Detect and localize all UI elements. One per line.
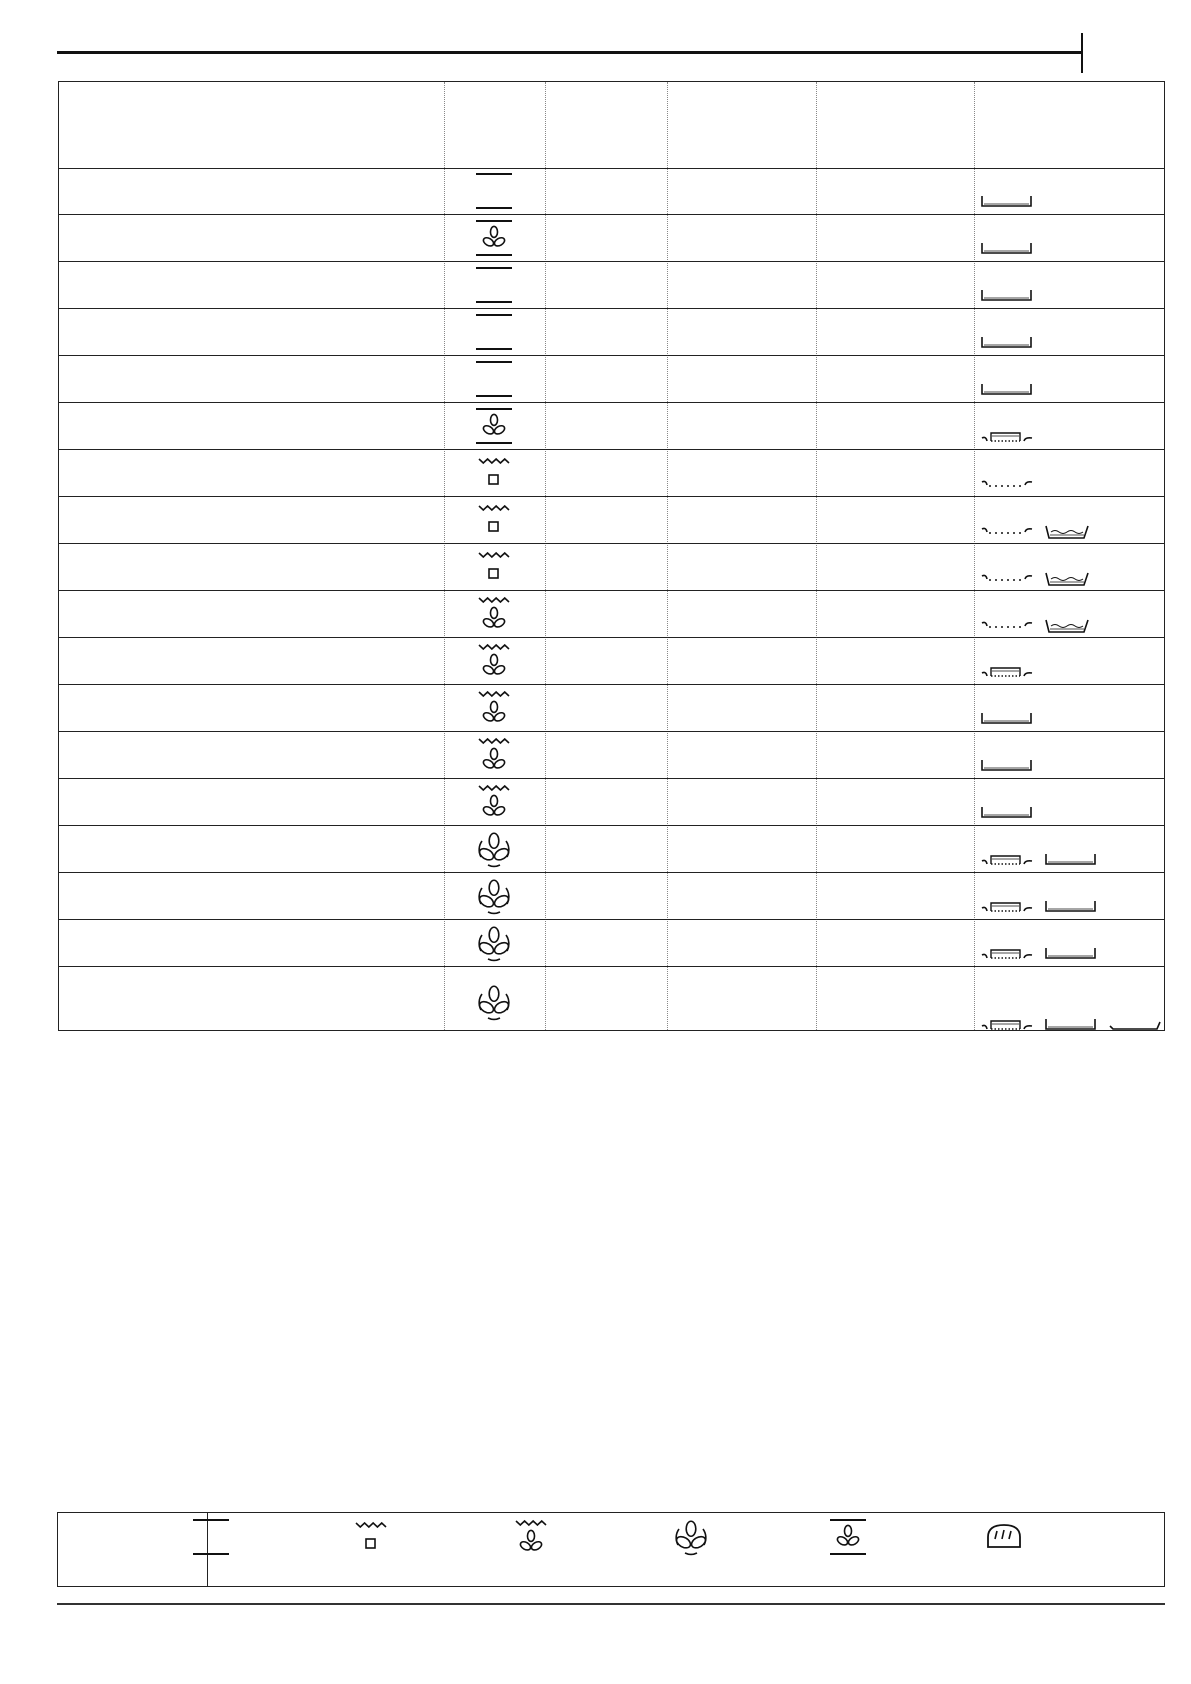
top-bottom-heat-icon: [474, 171, 514, 211]
baking-tray-icon: [980, 288, 1034, 304]
drip-pan-icon: [1044, 523, 1090, 541]
drip-pan-icon: [1044, 617, 1090, 635]
column-divider: [974, 82, 975, 1030]
column-divider: [444, 82, 445, 1030]
row-divider: [59, 778, 1164, 779]
fan-grill-icon: [511, 1517, 551, 1562]
top-bottom-heat-icon: [474, 359, 514, 399]
baking-tray-icon: [980, 241, 1034, 257]
row-divider: [59, 966, 1164, 967]
fan-top-bottom-heat-icon: [474, 218, 514, 258]
grill-rack-icon: [980, 852, 1034, 868]
baking-tray-icon: [980, 758, 1034, 774]
top-bottom-heat-icon: [474, 265, 514, 305]
fan-heating-icon: [474, 982, 514, 1022]
column-divider: [667, 82, 668, 1030]
row-divider: [59, 684, 1164, 685]
wire-shelf-icon: [980, 476, 1034, 490]
shallow-tray-icon: [1108, 1017, 1162, 1033]
row-divider: [59, 261, 1164, 262]
row-divider: [59, 731, 1164, 732]
row-divider: [59, 637, 1164, 638]
grill-rack-icon: [980, 946, 1034, 962]
fan-heating-icon: [474, 876, 514, 916]
row-divider: [59, 402, 1164, 403]
header-tick: [1081, 33, 1083, 73]
baking-tray-icon: [980, 382, 1034, 398]
baking-tray-icon: [1044, 946, 1098, 962]
row-divider: [59, 355, 1164, 356]
row-divider: [59, 214, 1164, 215]
row-divider: [59, 543, 1164, 544]
top-bottom-heat-icon: [474, 312, 514, 352]
fan-grill-icon: [474, 782, 514, 822]
fan-top-bottom-heat-icon: [474, 406, 514, 446]
header-row-divider: [59, 168, 1164, 169]
row-divider: [59, 919, 1164, 920]
baking-tray-icon: [1044, 899, 1098, 915]
header-rule: [57, 51, 1083, 54]
baking-tray-icon: [980, 805, 1034, 821]
grill-icon: [474, 547, 514, 587]
baking-tray-icon: [980, 711, 1034, 727]
wire-shelf-icon: [980, 570, 1034, 584]
fan-grill-icon: [474, 594, 514, 634]
fan-grill-icon: [474, 641, 514, 681]
cooking-table: [58, 81, 1165, 1031]
grill-rack-icon: [980, 664, 1034, 680]
baking-tray-icon: [1044, 1017, 1098, 1033]
fan-grill-icon: [474, 735, 514, 775]
grill-icon: [474, 453, 514, 493]
wire-shelf-icon: [980, 523, 1034, 537]
row-divider: [59, 590, 1164, 591]
top-bottom-heat-icon: [191, 1517, 231, 1562]
row-divider: [59, 825, 1164, 826]
row-divider: [59, 449, 1164, 450]
fan-heating-icon: [474, 829, 514, 869]
row-divider: [59, 308, 1164, 309]
row-divider: [59, 872, 1164, 873]
column-divider: [816, 82, 817, 1030]
baking-tray-icon: [1044, 852, 1098, 868]
baking-tray-icon: [980, 335, 1034, 351]
grill-rack-icon: [980, 429, 1034, 445]
legend-table: [57, 1512, 1165, 1587]
row-divider: [59, 496, 1164, 497]
baking-tray-icon: [980, 194, 1034, 210]
grill-icon: [351, 1517, 391, 1562]
wire-shelf-icon: [980, 617, 1034, 631]
fan-grill-icon: [474, 688, 514, 728]
grill-rack-icon: [980, 899, 1034, 915]
fan-top-bottom-heat-icon: [828, 1517, 868, 1562]
drip-pan-icon: [1044, 570, 1090, 588]
bread-icon: [984, 1517, 1024, 1562]
footer-rule: [57, 1603, 1165, 1605]
fan-heating-icon: [671, 1517, 711, 1562]
fan-heating-icon: [474, 923, 514, 963]
grill-icon: [474, 500, 514, 540]
column-divider: [545, 82, 546, 1030]
grill-rack-icon: [980, 1017, 1034, 1033]
